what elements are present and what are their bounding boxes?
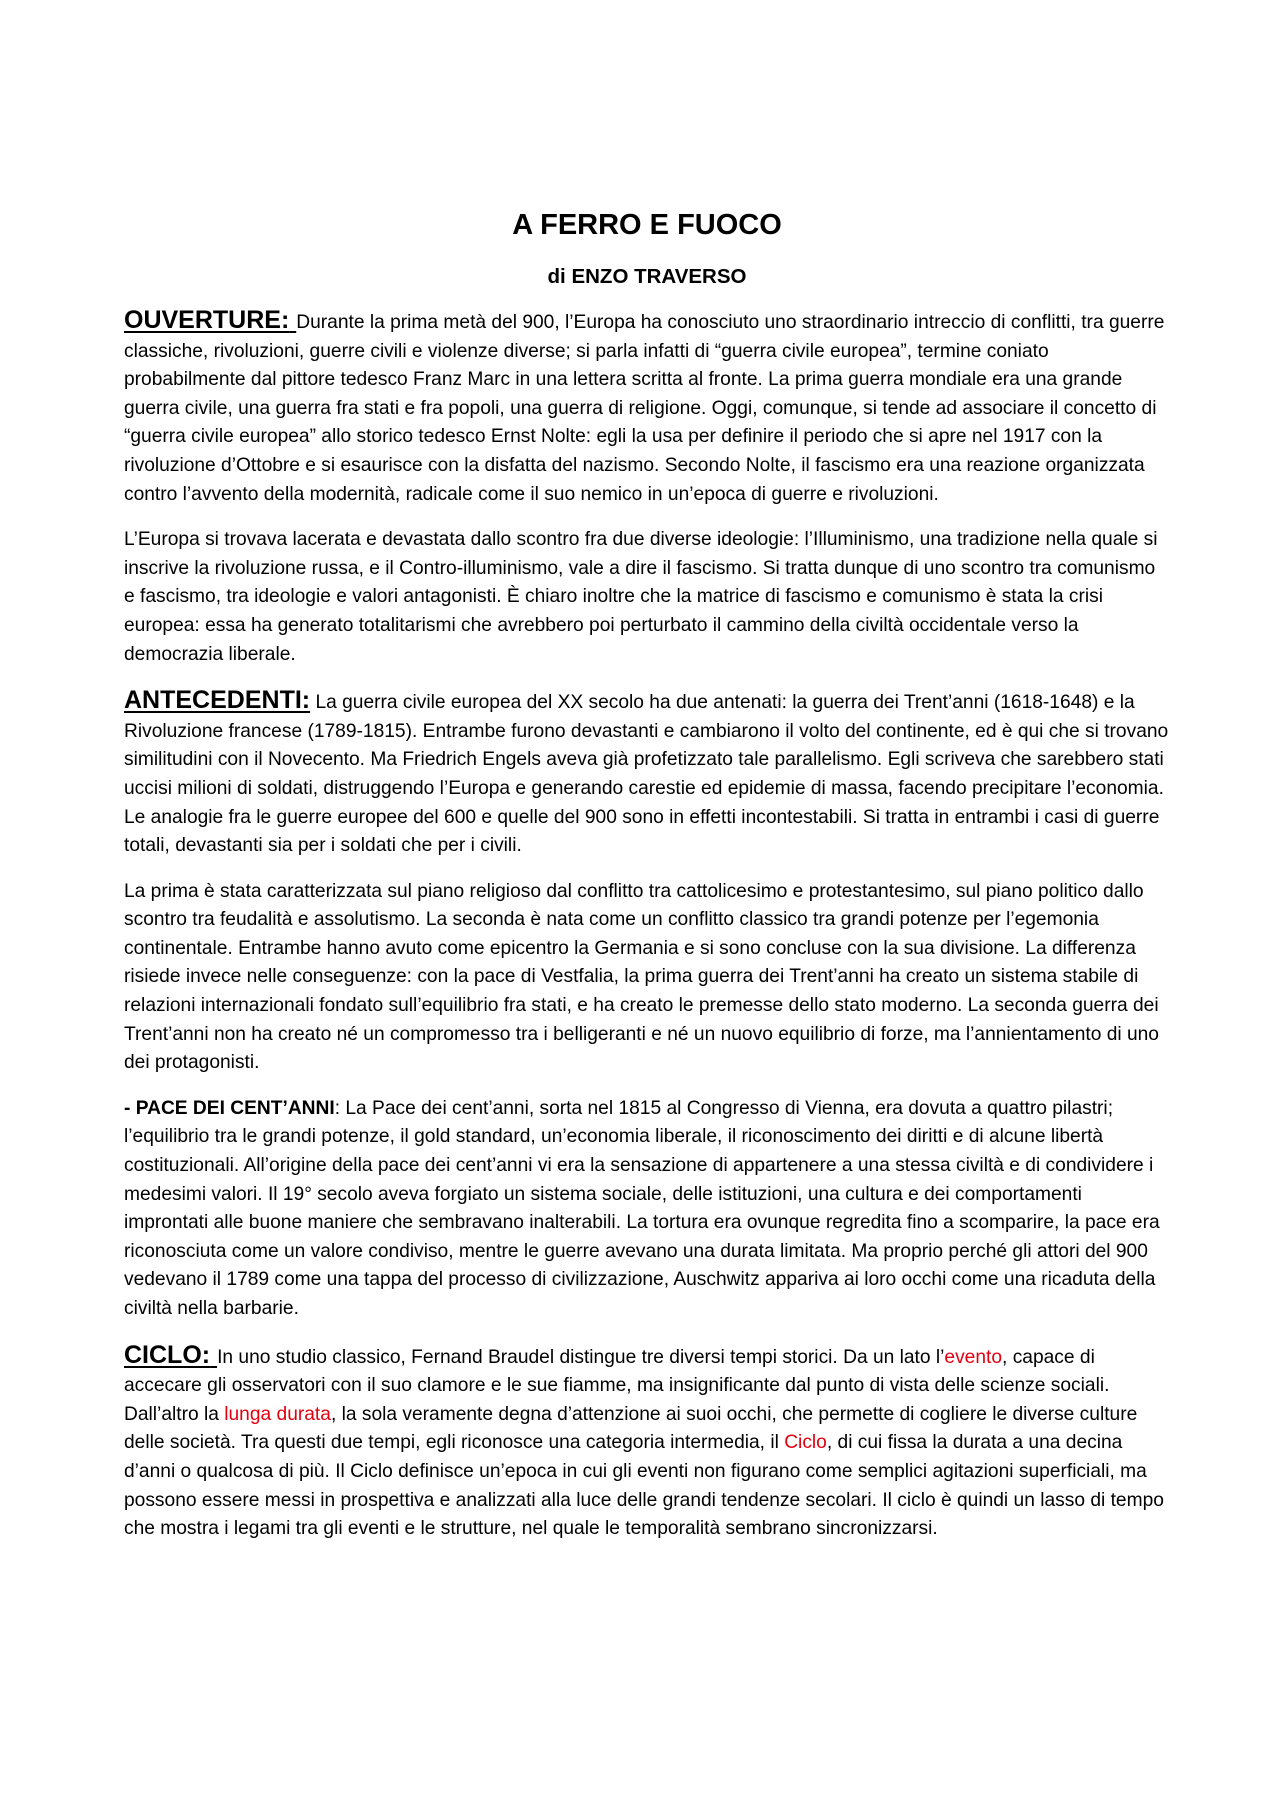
section-heading-antecedenti: ANTECEDENTI:: [124, 686, 311, 715]
ciclo-text-3: , la sola veramente degna d’attenzione ai suoi occhi, che permette di cogliere le diverse culture delle società. Tra questi due tempi, egli riconosce una categoria intermedia, il: [124, 1403, 1138, 1454]
document-title: A FERRO E FUOCO: [512, 209, 782, 241]
paragraph-antecedenti-2: La prima è stata caratterizzata sul piano religioso dal conflitto tra cattolicesimo e protestantesimo, sul piano politico dallo scontro tra feudalità e assolutismo. La seconda è nata come un conflitto classico tra grandi potenze per l’egemonia continentale. Entrambe hanno avuto come epicentro la Germania e si sono concluse con la sua divisione. La differenza risiede invece nelle conseguenze: con la pace di Vestfalia, la prima guerra dei Trent’anni ha creato un sistema stabile di relazioni internazionali fondato sull’equilibrio fra stati, e ha creato le premesse dello stato moderno. La seconda guerra dei Trent’anni non ha creato né un compromesso tra i belligeranti e né un nuovo equilibrio di forze, ma l’annientamento di uno dei protagonisti.: [124, 880, 1159, 1074]
paragraph-pace-dei-centanni: [124, 1095, 1170, 1324]
pace-text: : La Pace dei cent’anni, sorta nel 1815 al Congresso di Vienna, era dovuta a quattro pilastri; l’equilibrio tra le grandi potenze, il gold standard, un’economia liberale, il riconoscimento dei diritti e di alcune libertà costituzionali. All’origine della pace dei cent’anni vi era la sensazione di appartenere a una stessa civiltà e di condividere i medesimi valori. Il 19° secolo aveva forgiato un sistema sociale, delle istituzioni, una cultura e dei comportamenti improntati alle buone maniere che sembravano inalterabili. La tortura era ovunque regredita fino a scomparire, la pace era riconosciuta come un valore condiviso, mentre le guerre avevano una durata limitata. Ma proprio perché gli attori del 900 vedevano il 1789 come una tappa del processo di civilizzazione, Auschwitz appariva ai loro occhi come una ricaduta della civiltà nella barbarie.: [124, 1097, 1160, 1319]
paragraph-antecedenti-1: [124, 686, 1170, 861]
paragraph-ouverture-2: L’Europa si trovava lacerata e devastata dallo scontro fra due diverse ideologie: l’Illuminismo, una tradizione nella quale si inscrive la rivoluzione russa, e il Contro-illuminismo, vale a dire il fascismo. Si tratta dunque di uno scontro tra comunismo e fascismo, tra ideologie e valori antagonisti. È chiaro inoltre che la matrice di fascismo e comunismo è stata la crisi europea: essa ha generato totalitarismi che avrebbero poi perturbato il cammino della civiltà occidentale verso la democrazia liberale.: [124, 529, 1158, 665]
antecedenti-text: La guerra civile europea del XX secolo ha due antenati: la guerra dei Trent’anni (1618-1648) e la Rivoluzione francese (1789-1815). Entrambe furono devastanti e cambiarono il volto del continente, ed è qui che si trovano similitudini con il Novecento. Ma Friedrich Engels aveva già profetizzato tale parallelismo. Egli scriveva che sarebbero stati uccisi milioni di soldati, distruggendo l’Europa e generando carestie ed epidemie di massa, facendo precipitare l’economia. Le analogie fra le guerre europee del 600 e quelle del 900 sono in effetti incontestabili. Si tratta in entrambi i casi di guerre totali, devastanti sia per i soldati che per i civili.: [124, 692, 1169, 857]
paragraph-ciclo: [124, 1341, 1170, 1544]
heading-text: OUVERTURE:: [124, 306, 290, 334]
highlight-ciclo: Ciclo: [784, 1432, 827, 1454]
highlight-lunga-durata: lunga durata: [224, 1403, 331, 1425]
ciclo-text-2: , capace di accecare gli osservatori con il suo clamore e le sue fiamme, ma insignificante dal punto di vista delle scienze sociali. Dall’altro la: [124, 1346, 1110, 1425]
paragraph-ouverture-1: [124, 306, 1170, 509]
document-page: [124, 206, 1170, 1561]
ciclo-text-4: , di cui fissa la durata a una decina d’anni o qualcosa di più. Il Ciclo definisce un’epoca in cui gli eventi non figurano come semplici agitazioni superficiali, ma possono essere messi in prospettiva e analizzati alla luce delle grandi tendenze secolari. Il ciclo è quindi un lasso di tempo che mostra i legami tra gli eventi e le strutture, nel quale le temporalità sembrano sincronizzarsi.: [124, 1432, 1164, 1540]
pace-lead: - PACE DEI CENT’ANNI: [124, 1097, 335, 1119]
highlight-evento: evento: [944, 1346, 1003, 1368]
heading-text: CICLO:: [124, 1340, 211, 1369]
ouverture-text: Durante la prima metà del 900, l’Europa ha conosciuto uno straordinario intreccio di conflitti, tra guerre classiche, rivoluzioni, guerre civili e violenze diverse; si parla infatti di “guerra civile europea”, termine coniato probabilmente dal pittore tedesco Franz Marc in una lettera scritta al fronte. La prima guerra mondiale era una grande guerra civile, una guerra fra stati e fra popoli, una guerra di religione. Oggi, comunque, si tende ad associare il concetto di “guerra civile europea” allo storico tedesco Ernst Nolte: egli la usa per definire il periodo che si apre nel 1917 con la rivoluzione d’Ottobre e si esaurisce con la disfatta del nazismo. Secondo Nolte, il fascismo era una reazione organizzata contro l’avvento della modernità, radicale come il suo nemico in un’epoca di guerre e rivoluzioni.: [124, 312, 1165, 505]
section-heading-ouverture: [124, 306, 296, 334]
document-subtitle: di ENZO TRAVERSO: [547, 265, 747, 288]
section-heading-ciclo: [124, 1341, 217, 1369]
ciclo-text-1: In uno studio classico, Fernand Braudel distingue tre diversi tempi storici. Da un lato l’: [217, 1346, 945, 1368]
